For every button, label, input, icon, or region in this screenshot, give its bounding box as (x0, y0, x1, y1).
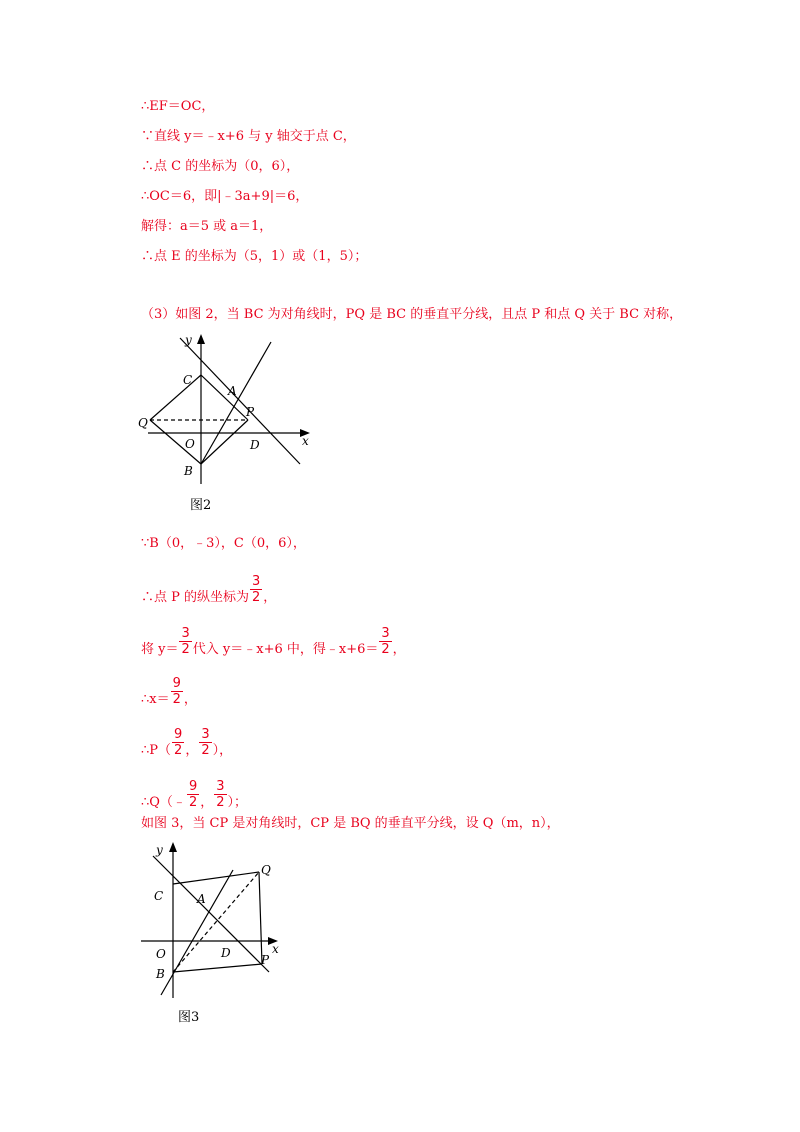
text-11b: ， (183, 692, 197, 707)
fraction-denominator: 2 (381, 642, 390, 657)
fraction-3-2 (250, 574, 262, 605)
text-12c: ）， (212, 743, 233, 758)
fraction-numerator: 9 (172, 676, 181, 691)
text-12a: ∴P（ (141, 743, 172, 758)
text-13b: ， (200, 795, 214, 810)
fig3-side-qp (259, 872, 262, 964)
text-10c: ， (392, 642, 406, 657)
text-line-7: （3）如图 2，当 BC 为对角线时，PQ 是 BC 的垂直平分线，且点 P 和点 Q 关于 BC 对称， (141, 307, 683, 322)
fraction-9-2 (172, 727, 184, 758)
text-line-8: ∵B（0，﹣3），C（0，6）， (141, 536, 306, 551)
fraction-numerator: 9 (188, 779, 198, 794)
text-line-4: ∴OC＝6，即|﹣3a+9|＝6， (141, 189, 309, 204)
text-line-6: ∴点 E 的坐标为（5，1）或（1，5）； (141, 249, 368, 264)
text-12b: ， (185, 743, 199, 758)
fig2-label-d: D (250, 438, 260, 452)
fig3-side-cq (173, 872, 259, 884)
fig2-label-y: y (185, 333, 192, 347)
fig3-y-arrow (169, 842, 177, 852)
fraction-numerator: 3 (252, 574, 261, 589)
text-line-10 (141, 626, 406, 665)
fig2-label-x: x (302, 434, 309, 448)
fraction-denominator: 2 (216, 795, 225, 810)
fig2-line-cd (180, 338, 300, 464)
fraction-denominator: 2 (181, 642, 190, 657)
fig2-label-p: P (246, 405, 255, 419)
fig3-label-d: D (221, 946, 231, 960)
text-line-11 (141, 676, 197, 715)
text-10a: 将 y＝ (141, 642, 179, 657)
text-13c: ）； (227, 795, 248, 810)
text-10b: 代入 y＝﹣x+6 中，得﹣x+6＝ (192, 642, 379, 657)
fraction-denominator: 2 (252, 590, 261, 605)
text-line-1: ∴EF＝OC， (141, 99, 215, 114)
figure-3-caption: 图3 (178, 1010, 200, 1025)
text-line-13 (141, 779, 248, 818)
fraction-numerator: 3 (201, 727, 210, 742)
text-line-3: ∴点 C 的坐标为（0，6）， (141, 159, 300, 174)
fig2-side-pb (201, 420, 248, 464)
fraction-numerator: 3 (181, 626, 190, 641)
text-line-5: 解得：a＝5 或 a＝1， (141, 219, 273, 234)
fraction-denominator: 2 (172, 692, 181, 707)
fraction-3-2 (179, 626, 191, 657)
fig2-label-b: B (184, 464, 193, 478)
fraction-9-2 (187, 779, 199, 810)
figure-3 (141, 840, 291, 1000)
fig2-side-qc (150, 375, 201, 420)
fig2-label-a: A (228, 384, 237, 398)
text-line-12 (141, 727, 233, 766)
fraction-denominator: 2 (174, 743, 183, 758)
fig3-label-x: x (272, 942, 279, 956)
text-9a: ∴点 P 的纵坐标为 (141, 590, 250, 605)
text-line-2: ∵直线 y＝﹣x+6 与 y 轴交于点 C， (141, 129, 356, 144)
fig3-label-p: P (261, 953, 270, 967)
figure-3-diagram (141, 840, 291, 1000)
text-line-14: 如图 3，当 CP 是对角线时，CP 是 BQ 的垂直平分线，设 Q（m，n）， (141, 816, 560, 831)
fig2-side-cp (201, 375, 248, 420)
fraction-numerator: 3 (216, 779, 225, 794)
fraction-denominator: 2 (201, 743, 210, 758)
text-9b: ， (263, 590, 277, 605)
fig3-label-y: y (156, 843, 163, 857)
figure-2-caption: 图2 (190, 498, 212, 513)
fig2-line-ba (201, 342, 271, 464)
figure-2 (138, 332, 318, 488)
fig3-dashed-bq (173, 872, 259, 972)
fig2-label-c: C (183, 373, 193, 387)
fraction-denominator: 2 (188, 795, 198, 810)
fraction-numerator: 3 (381, 626, 390, 641)
fig2-label-q: Q (138, 416, 148, 430)
fraction-3-2 (199, 727, 211, 758)
fraction-3-2 (379, 626, 391, 657)
fig2-label-o: O (185, 437, 195, 451)
fig3-label-a: A (197, 892, 206, 906)
text-line-9 (141, 574, 277, 613)
fig2-y-arrow (197, 334, 205, 344)
fig3-label-q: Q (261, 863, 271, 877)
fig3-side-pb (173, 964, 262, 972)
fig3-label-b: B (156, 967, 165, 981)
text-13a: ∴Q（﹣ (141, 795, 186, 810)
fig3-label-o: O (156, 947, 166, 961)
fraction-numerator: 9 (174, 727, 183, 742)
fraction-3-2 (214, 779, 226, 810)
fig3-label-c: C (154, 889, 164, 903)
text-11a: ∴x＝ (141, 692, 170, 707)
figure-2-diagram (138, 332, 318, 488)
fig3-line-ba (161, 870, 233, 995)
fraction-9-2 (171, 676, 183, 707)
